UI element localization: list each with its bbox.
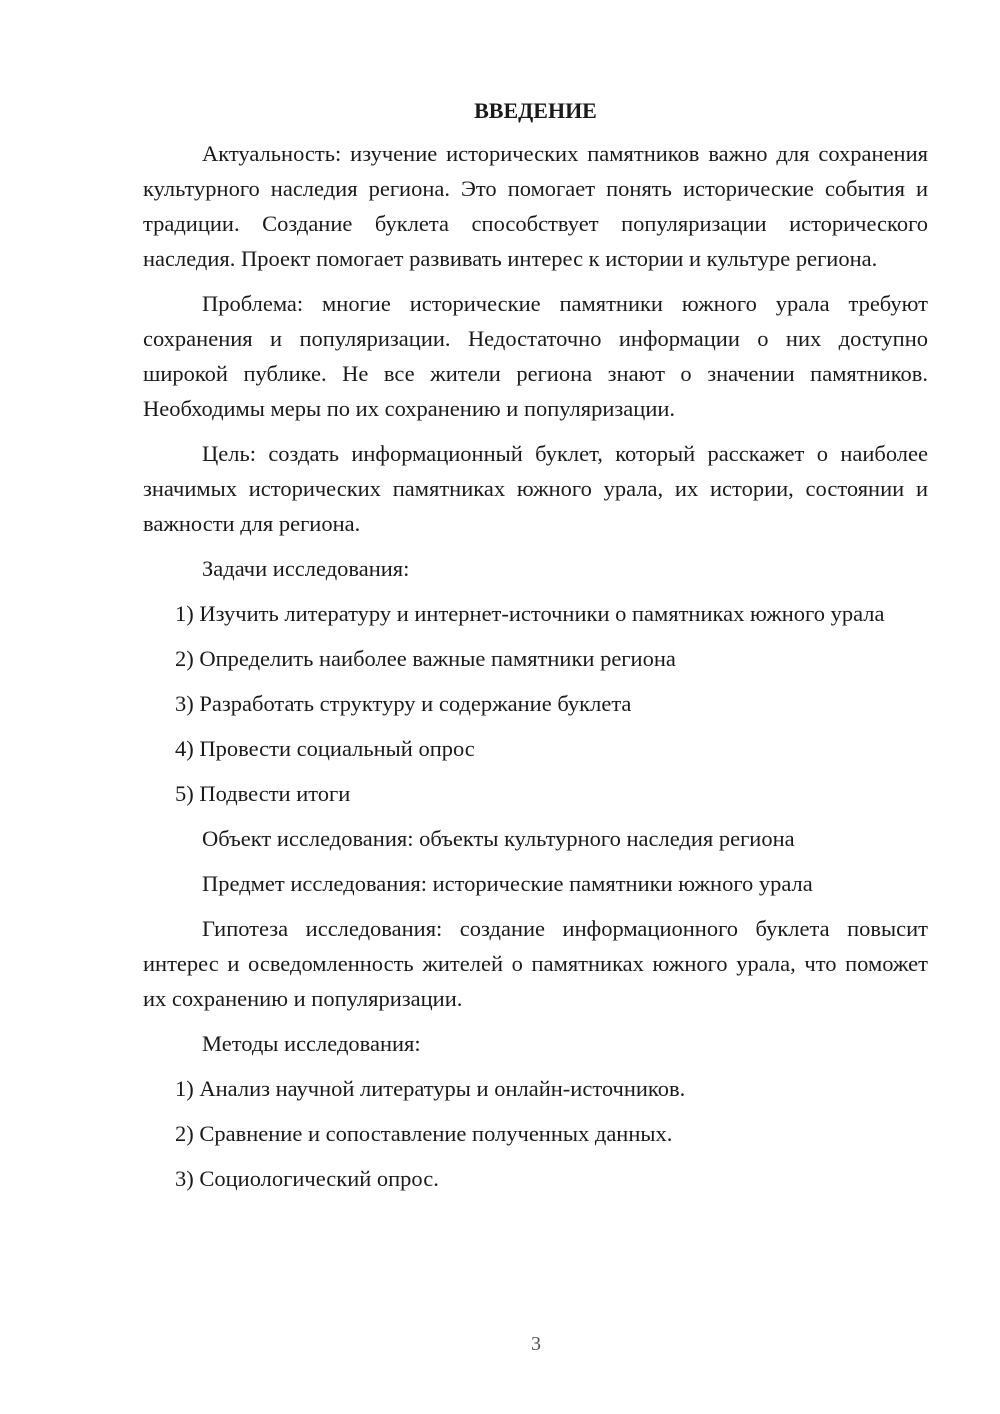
goal-paragraph: Цель: создать информационный буклет, который расскажет о наиболее значимых исторических памятниках южного урала, их истории, состоянии и важности для региона. [143,441,928,536]
tasks-label: Задачи исследования: [202,556,410,581]
task-item-1: 1) Изучить литературу и интернет-источники о памятниках южного урала [175,601,885,626]
task-item-4: 4) Провести социальный опрос [175,736,475,761]
method-item-2: 2) Сравнение и сопоставление полученных данных. [175,1121,673,1146]
method-item-3: 3) Социологический опрос. [175,1166,439,1191]
task-item-2: 2) Определить наиболее важные памятники региона [175,646,676,671]
page-number: 3 [531,1333,541,1355]
methods-label: Методы исследования: [202,1031,421,1056]
method-item-1: 1) Анализ научной литературы и онлайн-источников. [175,1076,686,1101]
research-subject: Предмет исследования: исторические памятники южного урала [202,871,813,896]
hypothesis-paragraph: Гипотеза исследования: создание информационного буклета повысит интерес и осведомленность жителей о памятниках южного урала, что поможет их сохранению и популяризации. [143,916,928,1011]
document-body [143,96,928,1206]
relevance-paragraph: Актуальность: изучение исторических памятников важно для сохранения культурного наследия региона. Это помогает понять исторические события и традиции. Создание буклета способствует популяризации исторического наследия. Проект помогает развивать интерес к истории и культуре региона. [143,141,928,271]
research-object: Объект исследования: объекты культурного наследия региона [202,826,795,851]
task-item-5: 5) Подвести итоги [175,781,351,806]
section-heading: ВВЕДЕНИЕ [474,98,597,123]
problem-paragraph: Проблема: многие исторические памятники южного урала требуют сохранения и популяризации. Недостаточно информации о них доступно широкой публике. Не все жители региона знают о значении памятников. Необходимы меры по их сохранению и популяризации. [143,291,928,421]
task-item-3: 3) Разработать структуру и содержание буклета [175,691,632,716]
